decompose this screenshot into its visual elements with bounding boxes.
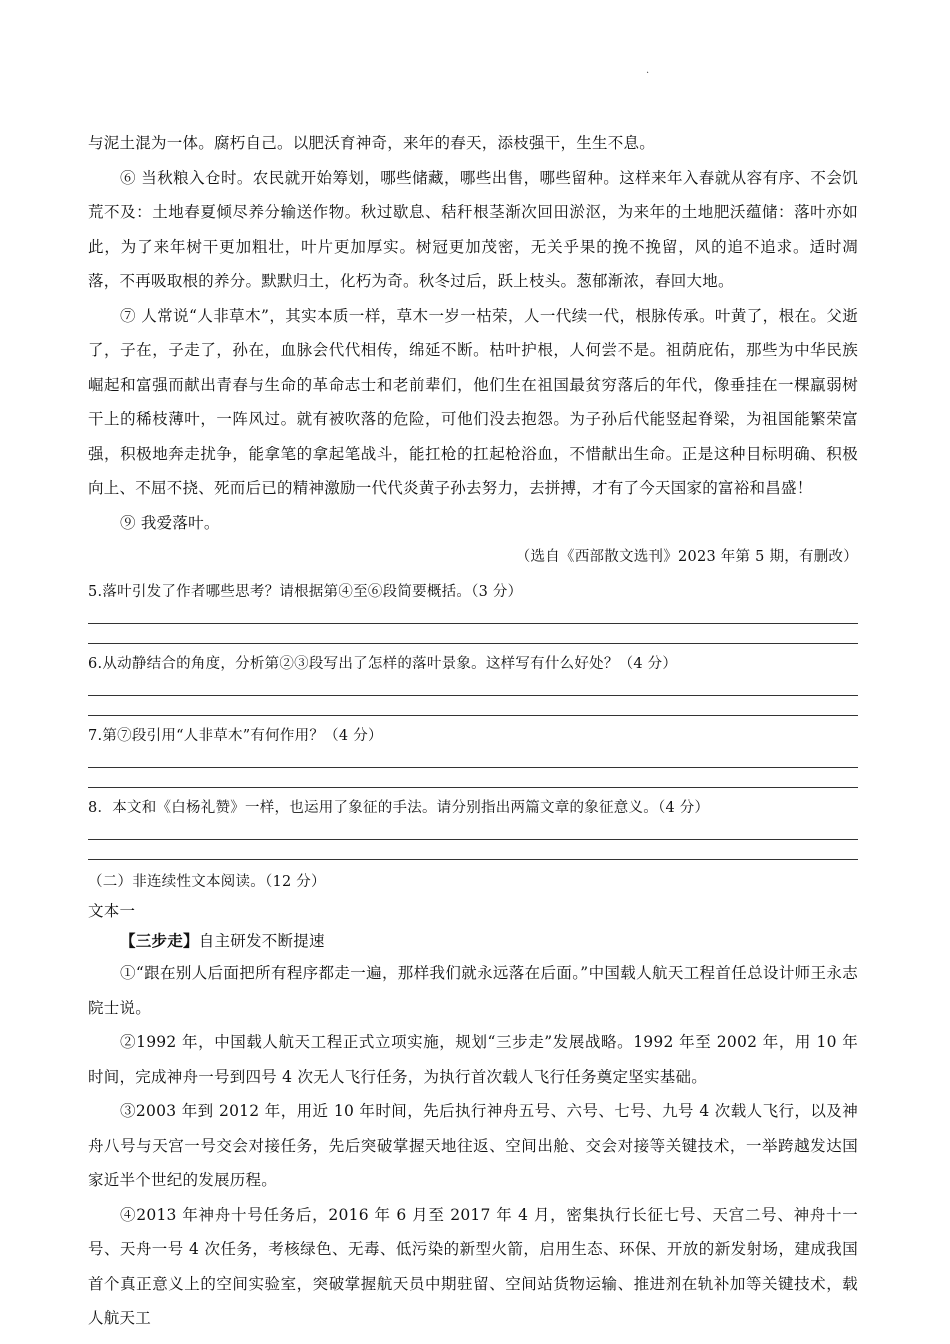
answer-line[interactable] bbox=[88, 676, 858, 696]
answer-line[interactable] bbox=[88, 768, 858, 788]
answer-line[interactable] bbox=[88, 840, 858, 860]
question-6: 6.从动静结合的角度，分析第②③段写出了怎样的落叶景象。这样写有什么好处？（4 分） bbox=[88, 656, 678, 672]
text-label: 文本一 bbox=[88, 902, 136, 920]
source-citation: （选自《西部散文选刊》2023 年第 5 期，有删改） bbox=[515, 549, 858, 565]
document-page bbox=[88, 0, 858, 1336]
section-title: （二）非连续性文本阅读。（12 分） bbox=[88, 874, 326, 890]
answer-line[interactable] bbox=[88, 696, 858, 716]
answer-line[interactable] bbox=[88, 624, 858, 644]
question-5-block bbox=[88, 580, 858, 644]
paragraph-continuation: 与泥土混为一体。腐朽自己。以肥沃育神奇，来年的春天，添枝强干，生生不息。 bbox=[88, 134, 656, 152]
text1-paragraph-4: ④2013 年神舟十号任务后，2016 年 6 月至 2017 年 4 月，密集执行长征七号、天宫二号、神舟十一号、天舟一号 4 次任务，考核绿色、无毒、低污染的新型火箭，启用生态、环保、开放的新发射场，建成我国首个真正意义上的空间实验室，突破掌握航天员中期驻留、空间站货物运输、推进剂在轨补加等关键技术，载人航天工 bbox=[88, 1205, 858, 1327]
paragraph-7: ⑦ 人常说“人非草木”，其实本质一样，草木一岁一枯荣，人一代续一代，根脉传承。叶黄了，根在。父逝了，子在，子走了，孙在，血脉会代代相传，绵延不断。枯叶护根，人何尝不是。祖荫庇佑，那些为中华民族崛起和富强而献出青春与生命的革命志士和老前辈们，他们生在祖国最贫穷落后的年代，像垂挂在一棵羸弱树干上的稀枝薄叶，一阵风过。就有被吹落的危险，可他们没去抱怨。为子孙后代能竖起脊梁，为祖国能繁荣富强，积极地奔走扰争，能拿笔的拿起笔战斗，能扛枪的扛起枪浴血，不惜献出生命。正是这种目标明确、积极向上、不屈不挠、死而后已的精神激励一代代炎黄子孙去努力，去拼搏，才有了今天国家的富裕和昌盛！ bbox=[88, 306, 858, 497]
question-6-block bbox=[88, 652, 858, 716]
paragraph-8: ⑨ 我爱落叶。 bbox=[120, 513, 220, 532]
text1-paragraph-1: ①“跟在别人后面把所有程序都走一遍，那样我们就永远落在后面。”中国载人航天工程首任总设计师王永志院士说。 bbox=[88, 964, 858, 1017]
subheading-bracket: 【三步走】 bbox=[120, 931, 199, 950]
answer-line[interactable] bbox=[88, 748, 858, 768]
question-7: 7.第⑦段引用“人非草木”有何作用？（4 分） bbox=[88, 728, 383, 744]
subheading bbox=[88, 926, 858, 956]
answer-line[interactable] bbox=[88, 604, 858, 624]
text1-paragraph-3: ③2003 年到 2012 年，用近 10 年时间，先后执行神舟五号、六号、七号、九号 4 次载人飞行，以及神舟八号与天宫一号交会对接任务，先后突破掌握天地往返、空间出舱、交会对接等关键技术，一举跨越发达国家近半个世纪的发展历程。 bbox=[88, 1102, 858, 1189]
paragraph-6: ⑥ 当秋粮入仓时。农民就开始筹划，哪些储藏，哪些出售，哪些留种。这样来年入春就从容有序、不会饥荒不及：土地春夏倾尽养分输送作物。秋过歇息、秸秆根茎渐次回田淤沤，为来年的土地肥沃蕴储：落叶亦如此，为了来年树干更加粗壮，叶片更加厚实。树冠更加茂密，无关乎果的挽不挽留，风的追不追求。适时凋落，不再吸取根的养分。默默归土，化朽为奇。秋冬过后，跃上枝头。葱郁渐浓，春回大地。 bbox=[88, 168, 858, 290]
question-8: 8．本文和《白杨礼赞》一样，也运用了象征的手法。请分别指出两篇文章的象征意义。（4 分） bbox=[88, 800, 710, 816]
subheading-text: 自主研发不断提速 bbox=[198, 932, 325, 950]
text1-paragraph-2: ②1992 年，中国载人航天工程正式立项实施，规划“三步走”发展战略。1992 年至 2002 年，用 10 年时间，完成神舟一号到四号 4 次无人飞行任务，为执行首次载人飞行任务奠定坚实基础。 bbox=[88, 1033, 858, 1086]
answer-line[interactable] bbox=[88, 820, 858, 840]
header-mark: · bbox=[646, 68, 650, 79]
question-5: 5.落叶引发了作者哪些思考？请根据第④至⑥段简要概括。（3 分） bbox=[88, 584, 523, 600]
question-7-block bbox=[88, 724, 858, 788]
question-8-block bbox=[88, 796, 858, 860]
